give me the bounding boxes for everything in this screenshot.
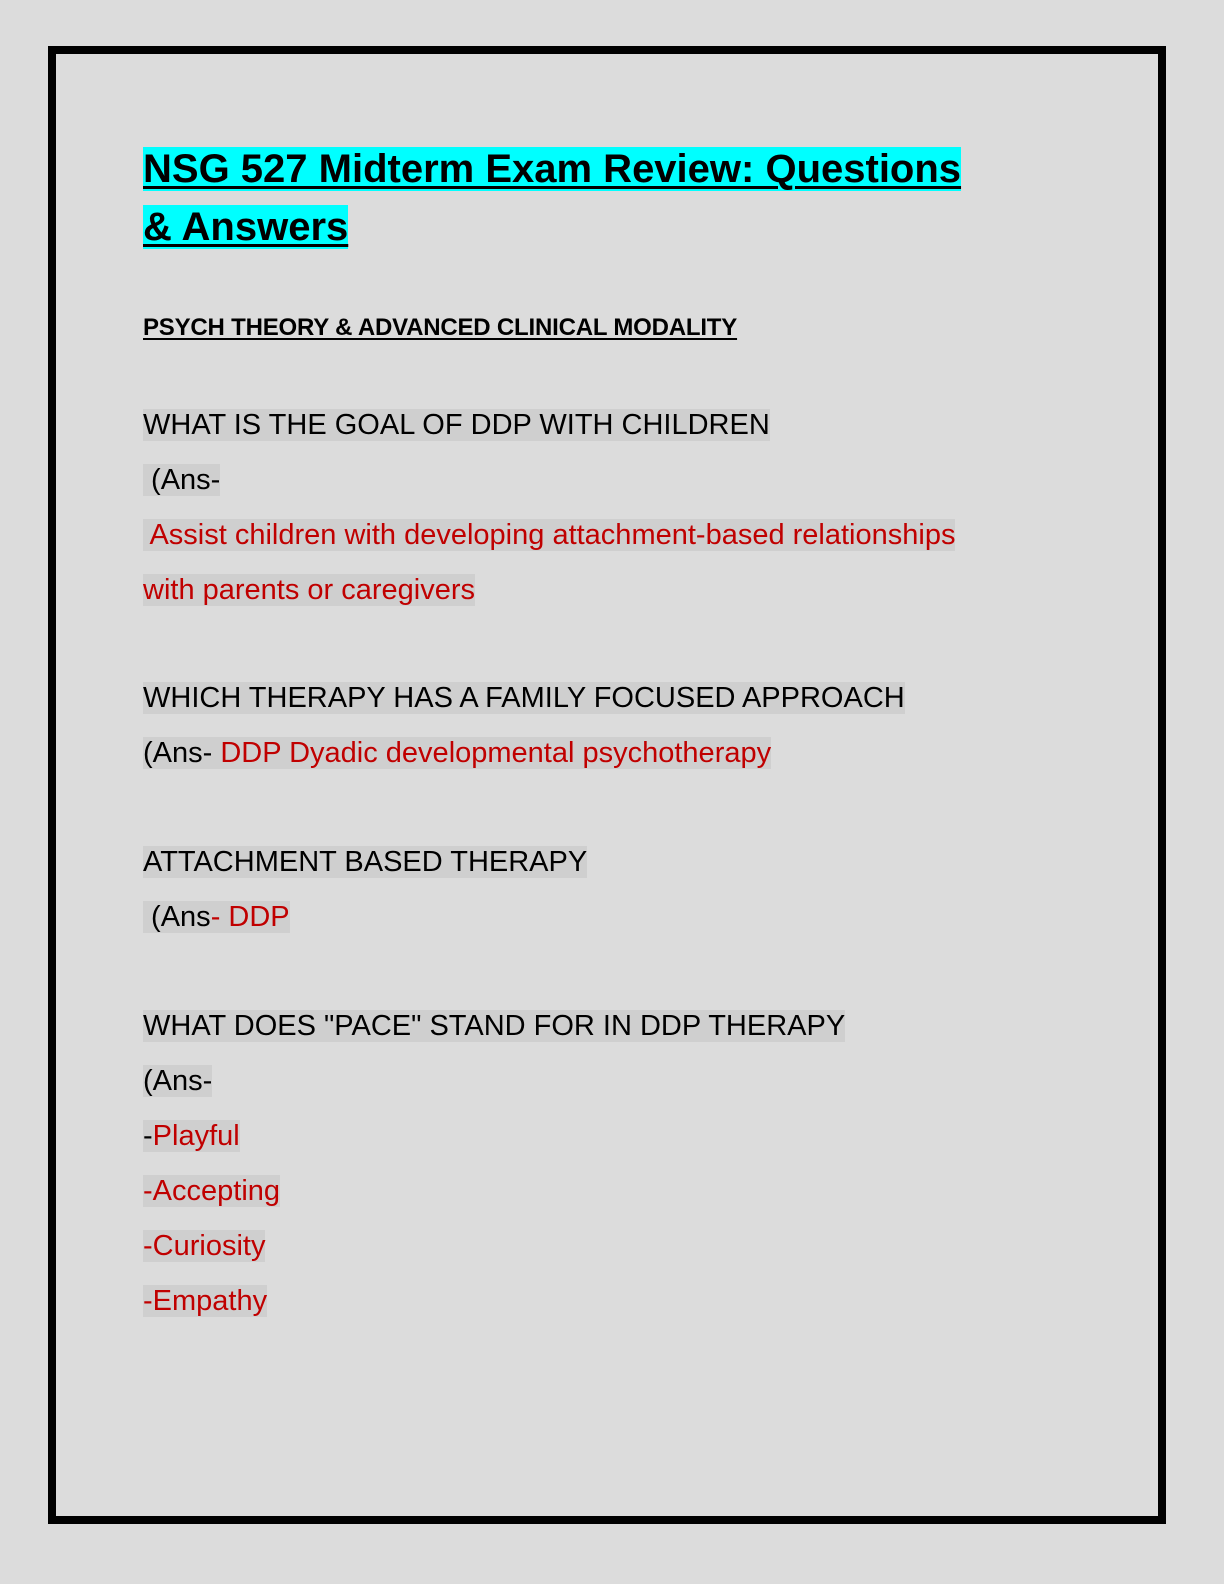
answer-1-prefix (143, 460, 220, 500)
pace-item-4-text: Empathy (152, 1285, 268, 1317)
pace-item-empathy (143, 1281, 267, 1321)
question-1-text: WHAT IS THE GOAL OF DDP WITH CHILDREN (143, 409, 770, 441)
answer-3-text: - DDP (210, 901, 290, 933)
answer-1-prefix-text: (Ans- (143, 464, 221, 496)
document-title (143, 140, 1043, 256)
question-1 (143, 405, 770, 445)
answer-2-prefix: (Ans- (143, 737, 221, 769)
title-line-2: & Answers (143, 205, 349, 249)
pace-item-2-text: Accepting (152, 1175, 281, 1207)
answer-1-line-2 (143, 570, 475, 610)
answer-3 (143, 897, 290, 937)
pace-item-3-dash: - (143, 1230, 153, 1262)
pace-item-1-dash: - (143, 1120, 153, 1152)
document-content (143, 140, 1043, 1317)
answer-1-line-1 (143, 515, 955, 555)
answer-2-text: DDP Dyadic developmental psychotherapy (220, 737, 772, 769)
pace-item-2-dash: - (143, 1175, 153, 1207)
question-2 (143, 678, 905, 718)
pace-item-4-dash: - (143, 1285, 153, 1317)
question-4 (143, 1006, 845, 1046)
pace-item-3-text: Curiosity (152, 1230, 266, 1262)
answer-2 (143, 733, 771, 773)
answer-3-prefix: (Ans (143, 901, 211, 933)
pace-item-playful (143, 1116, 240, 1156)
pace-item-accepting (143, 1171, 280, 1211)
answer-4-prefix (143, 1061, 212, 1101)
answer-1-line-1-text: Assist children with developing attachment-based relationships (143, 519, 956, 551)
question-4-text: WHAT DOES "PACE" STAND FOR IN DDP THERAPY (143, 1010, 846, 1042)
question-3 (143, 842, 587, 882)
title-line-1: NSG 527 Midterm Exam Review: Questions (143, 147, 962, 191)
answer-1-line-2-text: with parents or caregivers (143, 574, 476, 606)
answer-4-prefix-text: (Ans- (143, 1065, 213, 1097)
section-heading: PSYCH THEORY & ADVANCED CLINICAL MODALITY (143, 314, 738, 341)
pace-item-curiosity (143, 1226, 265, 1266)
question-2-text: WHICH THERAPY HAS A FAMILY FOCUSED APPROACH (143, 682, 905, 714)
pace-item-1-text: Playful (152, 1120, 240, 1152)
question-3-text: ATTACHMENT BASED THERAPY (143, 846, 588, 878)
